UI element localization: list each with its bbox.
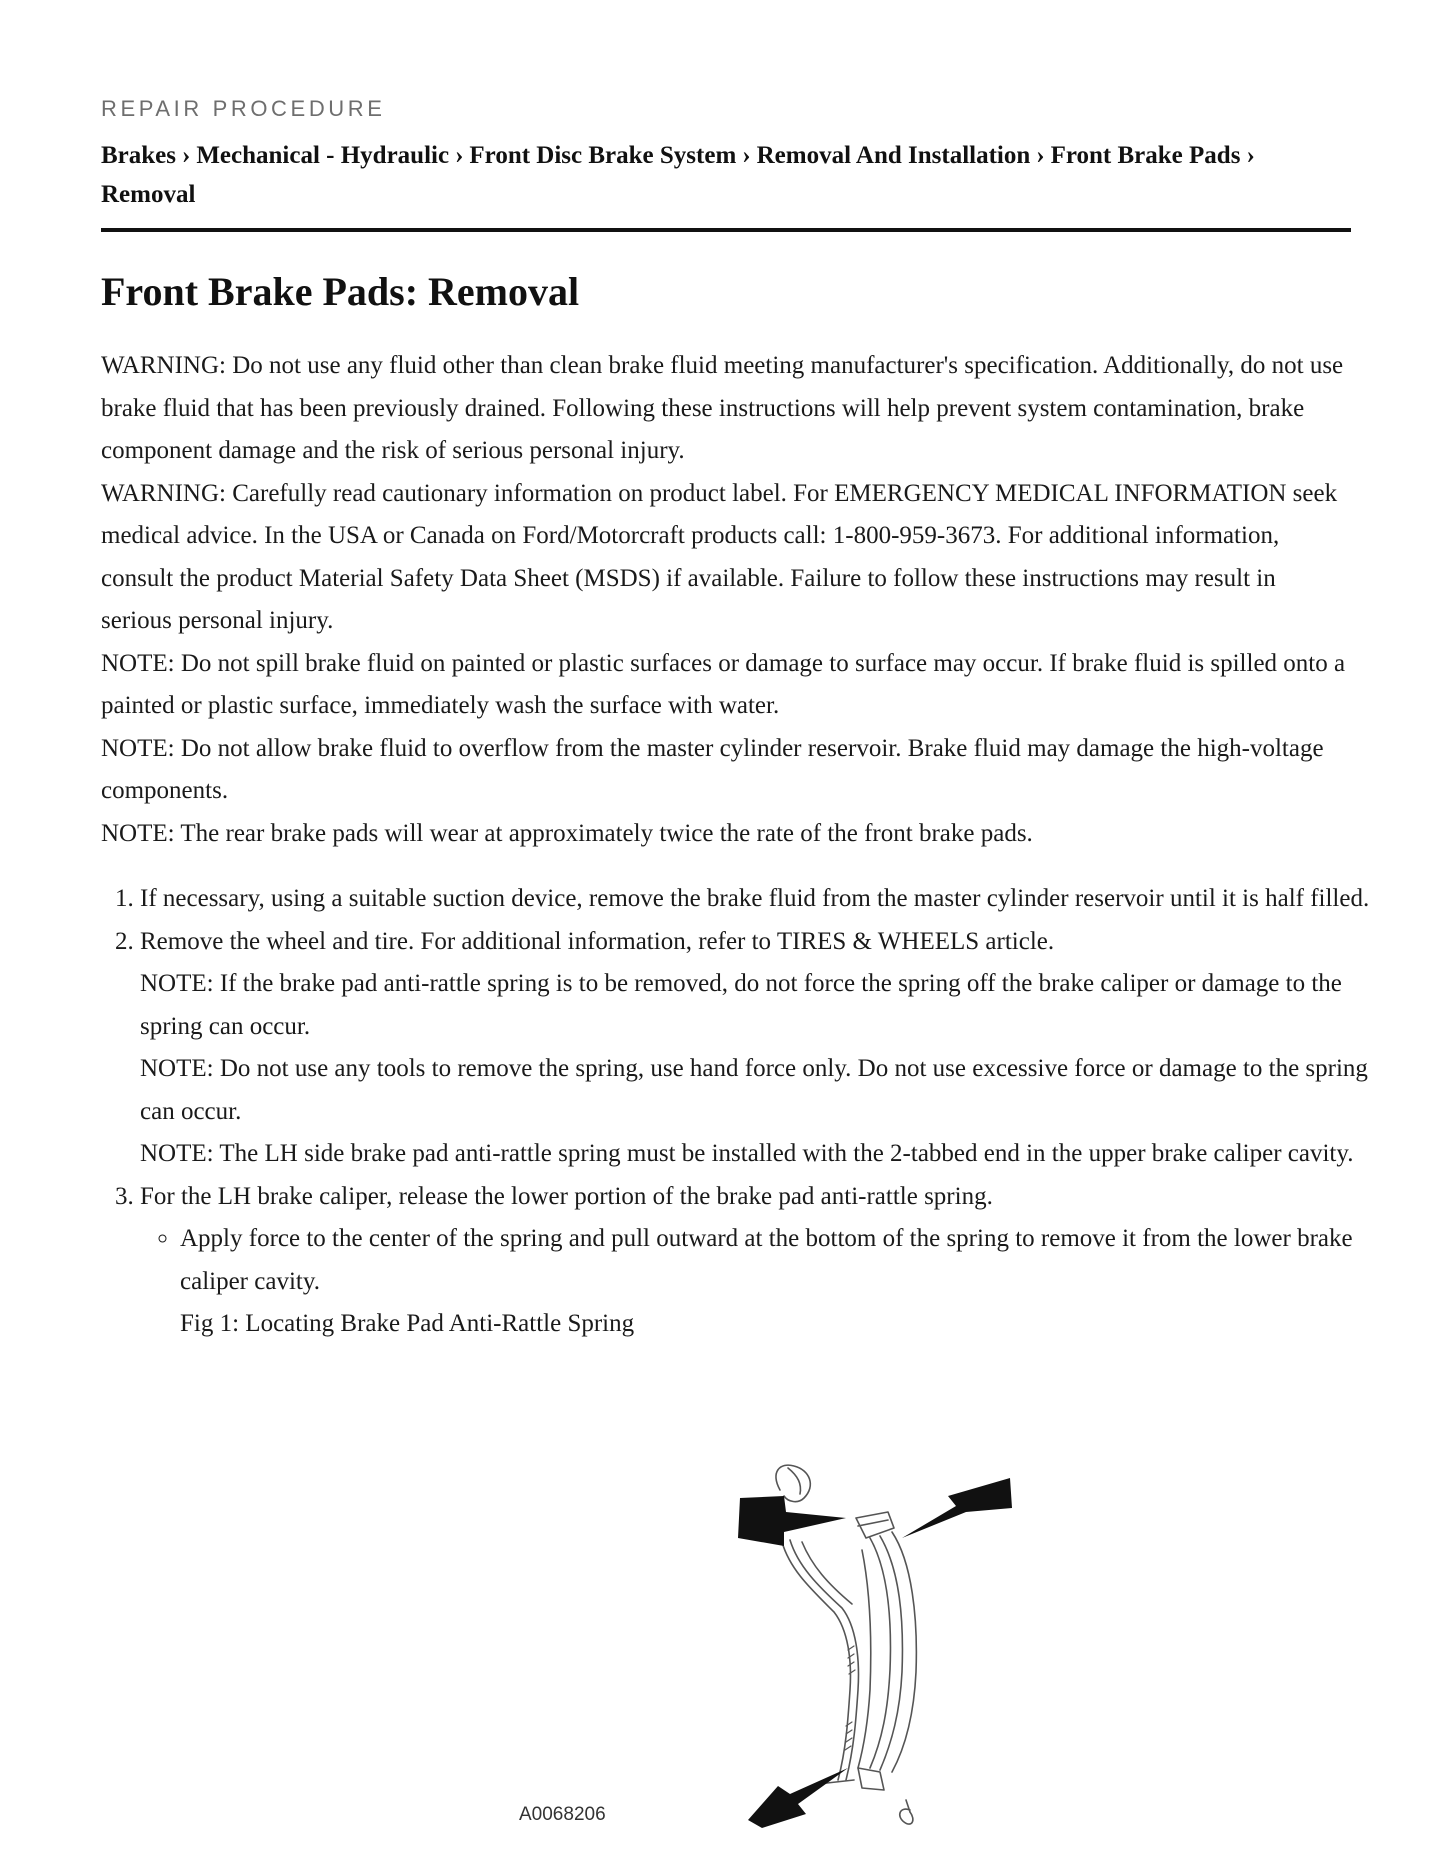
warning-fluid: WARNING: Do not use any fluid other than clean brake fluid meeting manufacturer's specification. Additionally, do not use brake fluid that has been previously drained. Following these instructions will help prevent system contamination, brake component damage and the risk of serious personal injury. bbox=[101, 352, 1344, 464]
note-paint: NOTE: Do not spill brake fluid on painted or plastic surfaces or damage to surface may occur. If brake fluid is spilled onto a painted or plastic surface, immediately wash the surface with water. bbox=[101, 649, 1346, 719]
breadcrumb-separator: › bbox=[182, 142, 191, 169]
section-kicker: REPAIR PROCEDURE bbox=[101, 96, 386, 121]
breadcrumb-separator: › bbox=[1246, 142, 1255, 169]
breadcrumb-item-current: Removal bbox=[101, 181, 196, 208]
step-note: NOTE: If the brake pad anti-rattle spring is to be removed, do not force the spring off the brake caliper or damage to the spring can occur. bbox=[140, 970, 1342, 1040]
header-divider bbox=[101, 228, 1351, 232]
step-item bbox=[140, 921, 1390, 1176]
step-item bbox=[140, 878, 1390, 921]
breadcrumb-item[interactable]: Mechanical - Hydraulic bbox=[196, 142, 450, 169]
breadcrumb-separator: › bbox=[455, 142, 464, 169]
substep-text: Apply force to the center of the spring and pull outward at the bottom of the spring to remove it from the lower brake caliper cavity. bbox=[180, 1225, 1353, 1295]
breadcrumb bbox=[101, 136, 1351, 214]
step-text: For the LH brake caliper, release the lower portion of the brake pad anti-rattle spring. bbox=[140, 1182, 993, 1210]
brake-pad-anti-rattle-spring-illustration-icon bbox=[418, 1450, 1078, 1830]
brake-pad-spring-figure bbox=[418, 1450, 1078, 1830]
breadcrumb-item[interactable]: Removal And Installation bbox=[756, 142, 1031, 169]
step-substeps bbox=[140, 1218, 1390, 1346]
step-note: NOTE: Do not use any tools to remove the spring, use hand force only. Do not use excessive force or damage to the spring can occur. bbox=[140, 1055, 1368, 1125]
step-note: NOTE: The LH side brake pad anti-rattle spring must be installed with the 2-tabbed end in the upper brake caliper cavity. bbox=[140, 1140, 1354, 1167]
breadcrumb-item[interactable]: Front Brake Pads bbox=[1050, 142, 1241, 169]
step-item bbox=[140, 1176, 1390, 1346]
breadcrumb-separator: › bbox=[742, 142, 751, 169]
figure-caption: Fig 1: Locating Brake Pad Anti-Rattle Spring bbox=[180, 1310, 635, 1337]
breadcrumb-item[interactable]: Front Disc Brake System bbox=[469, 142, 737, 169]
step-text: If necessary, using a suitable suction device, remove the brake fluid from the master cylinder reservoir until it is half filled. bbox=[140, 885, 1370, 912]
breadcrumb-separator: › bbox=[1036, 142, 1045, 169]
warning-medical: WARNING: Carefully read cautionary information on product label. For EMERGENCY MEDICAL INFORMATION seek medical advice. In the USA or Canada on Ford/Motorcraft products call: 1-800-959-3673. For additional information, consult the product Material Safety Data Sheet (MSDS) if available. Failure to follow these instructions may result in serious personal injury. bbox=[101, 479, 1338, 634]
step-text: Remove the wheel and tire. For additional information, refer to TIRES & WHEELS article. bbox=[140, 927, 1055, 955]
figure-code: A0068206 bbox=[519, 1804, 606, 1825]
substep-item bbox=[180, 1218, 1390, 1346]
breadcrumb-item[interactable]: Brakes bbox=[101, 142, 176, 169]
page-title: Front Brake Pads: Removal bbox=[101, 269, 580, 314]
warnings-and-notes bbox=[101, 345, 1351, 855]
note-overflow: NOTE: Do not allow brake fluid to overflow from the master cylinder reservoir. Brake fluid may damage the high-voltage components. bbox=[101, 734, 1324, 804]
procedure-steps bbox=[101, 878, 1390, 1346]
note-rear-pads: NOTE: The rear brake pads will wear at approximately twice the rate of the front brake pads. bbox=[101, 819, 1033, 847]
